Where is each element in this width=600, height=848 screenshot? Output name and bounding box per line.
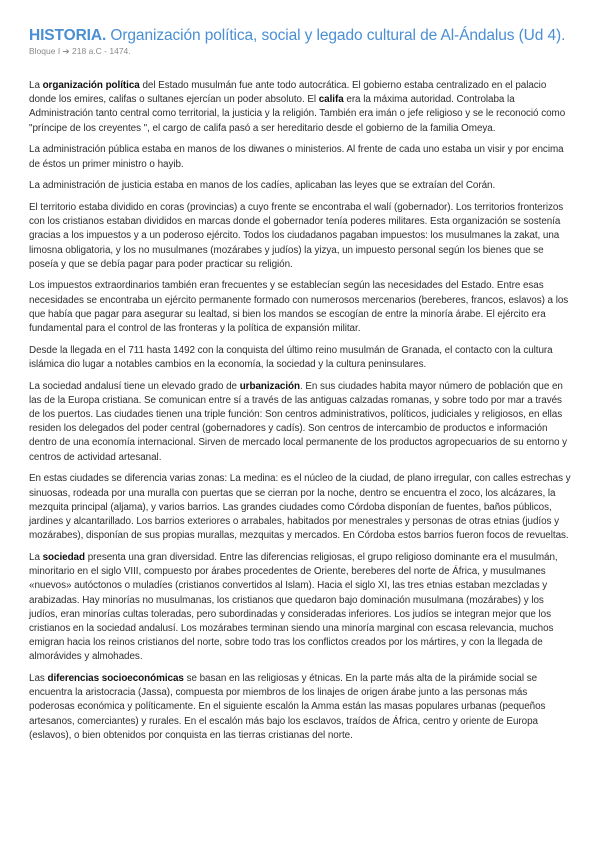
paragraph-6: Desde la llegada en el 711 hasta 1492 con la conquista del último reino musulmán de Granada, el contacto con la cultura islámica dio lugar a notables cambios en la economía, la sociedad y la cultura peninsulares.	[29, 344, 553, 370]
paragraph-3: La administración de justicia estaba en manos de los cadíes, aplicaban las leyes que se extraían del Corán.	[29, 180, 496, 192]
paragraph-7: La sociedad andalusí tiene un elevado grado de urbanización. En sus ciudades habita mayor número de población que en las de la Europa cristiana. Se comunican entre sí a través de las antiguas calzadas romanas, y sobre todo por mar a través de los puertos. Las ciudades tienen una triple función: Son centros administrativos, políticos, judiciales y religiosos, en ellas residen los delegados del poder central (gobernadores y cadís). Son centros de intercambio de productos e información dentro de una economía internacional. Sirven de mercado local permanente de los productos agropecuarios de su entorno y centros de actividad artesanal.	[29, 380, 568, 463]
key-term: urbanización	[239, 380, 300, 392]
document-subtitle: Bloque I ➔ 218 a.C - 1474.	[29, 46, 131, 56]
key-term: califa	[318, 94, 344, 106]
key-term: sociedad	[42, 551, 85, 563]
title-topic: Organización política, social y legado cultural de Al-Ándalus (Ud 4).	[106, 27, 566, 44]
key-term: organización política	[42, 80, 140, 91]
paragraph-5: Los impuestos extraordinarios también eran frecuentes y se establecían según las necesidades del Estado. Entre esas necesidades se encontraba un ejército permanente formado con numerosos mercenarios (bereberes, francos, eslavos) a los que había que pagar para asegurar su lealtad, si bien los mandos se escogían de entre la minoría árabe. El ejército era fundamental para el control de las fronteras y la política de expansión militar.	[29, 280, 569, 335]
paragraph-4: El territorio estaba dividido en coras (provincias) a cuyo frente se encontraba el walí (gobernador). Los territorios fronterizos con los cristianos estaban divididos en marcas donde el gobernador tenía poderes militares. Esta organización se sostenía gracias a los impuestos y a un poderoso ejército. Todos los ciudadanos pagaban impuestos: los musulmanes la zakat, una limosna obligatoria, y los no musulmanes (mozárabes y judíos) la yizya, un impuesto personal según los bienes que se poseía y que se debía pagar para poder practicar su religión.	[29, 201, 564, 270]
title-subject: HISTORIA.	[29, 27, 107, 44]
document-title	[29, 26, 574, 45]
document-body	[29, 79, 574, 743]
paragraph-10: Las diferencias socioeconómicas se basan en las religiosas y étnicas. En la parte más alta de la pirámide social se encuentra la aristocracia (Jassa), compuesta por miembros de los linajes de origen árabe junto a las personas más poderosas económica y políticamente. En el siguiente escalón la Amma están las masas populares urbanas (pequeños artesanos, comerciantes) y rurales. En el escalón más bajo los esclavos, traídos de África, centro y oriente de Europa (eslavos), o bien obtenidos por conquista en las tierras cristianas del norte.	[29, 673, 546, 741]
paragraph-9: La sociedad presenta una gran diversidad. Entre las diferencias religiosas, el grupo religioso dominante era el musulmán, minoritario en el siglo VIII, compuesto por árabes procedentes de Oriente, bereberes del norte de África, y musulmanes «nuevos» autóctonos o muladíes (cristianos convertidos al Islam). Hacia el siglo XI, las tres etnias estaban mezcladas y arabizadas. Hay minorías no musulmanas, los cristianos que quedaron bajo dominación musulmana (mozárabes) y los judíos, eran minorías cultas toleradas, pero subordinadas y consideradas inferiores. Los judíos se integran mejor que los cristianos en la sociedad andalusí. Los mozárabes terminan siendo una minoría marginal con escasa relevancia, muchos emigran hacia los reinos cristianos del norte, sobre todo tras los conflictos creados por los mártires, y con la llegada de almorávides y almohades.	[29, 551, 558, 663]
paragraph-8: En estas ciudades se diferencia varias zonas: La medina: es el núcleo de la ciudad, de plano irregular, con calles estrechas y sinuosas, rodeada por una muralla con puertas que se cierran por la noche, dentro se encuentra el zoco, los alcázares, la mezquita principal (aljama), y varios barrios. Las grandes ciudades como Córdoba disponían de fuentes, baños públicos, jardines y alcantarillado. Los barrios exteriores o arrabales, habitados por menestrales y personas de otras etnias (judíos y mozárabes), disponían de sus propias murallas, mezquitas y mercados. En Córdoba estos barrios fueron focos de revueltas.	[29, 473, 571, 542]
paragraph-2: La administración pública estaba en manos de los diwanes o ministerios. Al frente de cada uno estaba un visir y por encima de éstos un primer ministro o hayib.	[29, 144, 564, 170]
paragraph-1: La organización política del Estado musulmán fue ante todo autocrática. El gobierno estaba centralizado en el palacio donde los emires, califas o sultanes ejercían un poder absoluto. El califa era la máxima autoridad. Controlaba la Administración tanto central como territorial, la justicia y la religión. También era imán o jefe religioso y se le reconoció como "príncipe de los creyentes ", el cargo de califa pasó a ser hereditario desde el gobierno de la familia Omeya.	[29, 80, 566, 134]
key-term: diferencias socioeconómicas	[47, 673, 184, 685]
